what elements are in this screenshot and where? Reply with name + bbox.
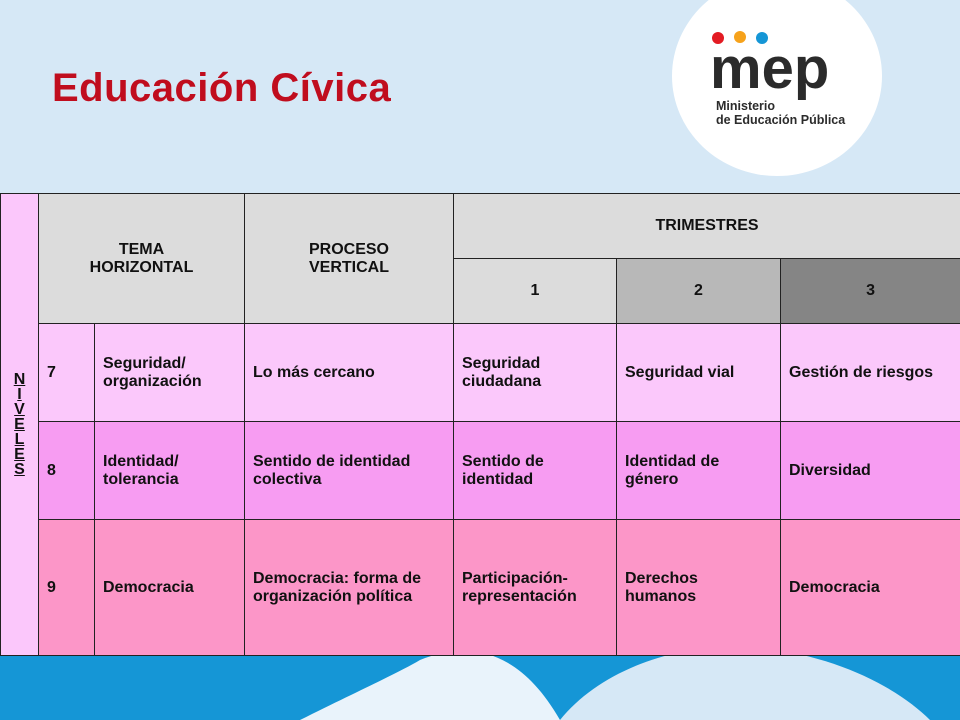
cell-nivel: 8 — [39, 422, 95, 520]
header-proceso: PROCESO VERTICAL — [245, 194, 454, 324]
logo-line-1: Ministerio — [716, 99, 776, 113]
header-trimestres: TRIMESTRES — [454, 194, 960, 259]
header-trimestre-2: 2 — [617, 259, 781, 324]
header-trimestre-3: 3 — [781, 259, 960, 324]
cell-trimestre-1: Participación-representación — [454, 520, 617, 656]
table-row — [1, 520, 960, 656]
cell-trimestre-3: Diversidad — [781, 422, 960, 520]
cell-trimestre-1: Seguridad ciudadana — [454, 324, 617, 422]
cell-tema: Identidad/ tolerancia — [95, 422, 245, 520]
page-title: Educación Cívica — [52, 66, 392, 110]
cell-proceso: Democracia: forma de organización política — [245, 520, 454, 656]
cell-trimestre-3: Gestión de riesgos — [781, 324, 960, 422]
cell-trimestre-2: Seguridad vial — [617, 324, 781, 422]
cell-trimestre-2: Identidad de género — [617, 422, 781, 520]
niveles-label: N I V E L E S — [1, 194, 39, 656]
cell-trimestre-3: Democracia — [781, 520, 960, 656]
table-row — [1, 422, 960, 520]
table-row — [1, 324, 960, 422]
cell-trimestre-1: Sentido de identidad — [454, 422, 617, 520]
header-trimestre-1: 1 — [454, 259, 617, 324]
cell-trimestre-2: Derechos humanos — [617, 520, 781, 656]
cell-proceso: Sentido de identidad colectiva — [245, 422, 454, 520]
curriculum-table — [0, 193, 960, 656]
cell-nivel: 9 — [39, 520, 95, 656]
mep-logo — [710, 30, 860, 100]
logo-subtitle — [716, 99, 845, 127]
cell-tema: Seguridad/ organización — [95, 324, 245, 422]
cell-tema: Democracia — [95, 520, 245, 656]
header-tema: TEMA HORIZONTAL — [39, 194, 245, 324]
logo-line-2: de Educación Pública — [716, 113, 846, 127]
cell-proceso: Lo más cercano — [245, 324, 454, 422]
logo-word-text: mep — [710, 36, 830, 100]
cell-nivel: 7 — [39, 324, 95, 422]
